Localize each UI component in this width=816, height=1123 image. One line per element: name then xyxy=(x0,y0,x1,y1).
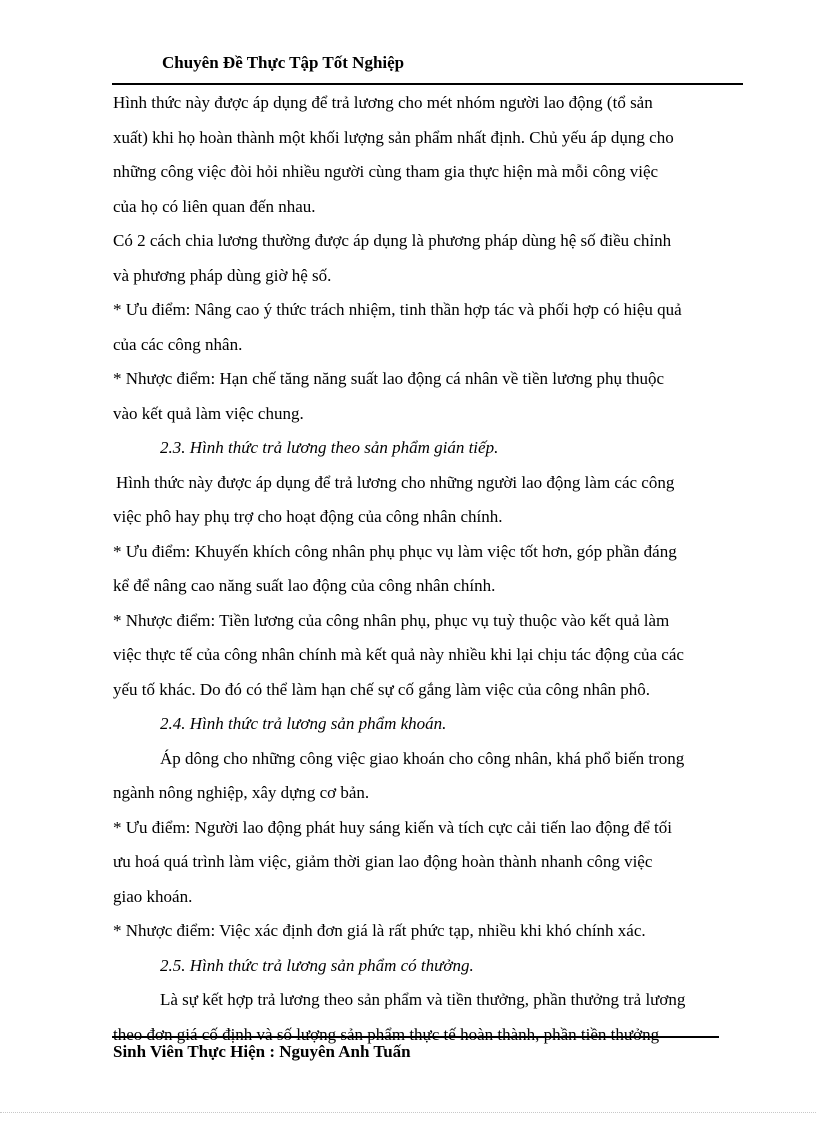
text-line: ưu hoá quá trình làm việc, giảm thời gian lao động hoàn thành nhanh công việc xyxy=(113,852,653,871)
footer-divider xyxy=(112,1036,719,1038)
page-header-title: Chuyên Đề Thực Tập Tốt Nghiệp xyxy=(162,53,405,72)
text-line: Hình thức này được áp dụng để trả lương cho những người lao động làm các công xyxy=(116,472,675,492)
text-line: và phương pháp dùng giờ hệ số. xyxy=(113,265,332,285)
text-line: của các công nhân. xyxy=(113,334,243,354)
text-line: * Ưu điểm: Người lao động phát huy sáng kiến và tích cực cải tiến lao động để tối xyxy=(113,817,672,837)
page-footer-author: Sinh Viên Thực Hiện : Nguyên Anh Tuấn xyxy=(113,1042,411,1061)
text-line: Hình thức này được áp dụng để trả lương cho mét nhóm người lao động (tổ sản xyxy=(113,93,653,112)
text-line: ngành nông nghiệp, xây dựng cơ bản. xyxy=(113,783,370,802)
text-line: * Nhược điểm: Việc xác định đơn giá là rất phức tạp, nhiều khi khó chính xác. xyxy=(113,921,646,940)
text-line: của họ có liên quan đến nhau. xyxy=(113,196,316,216)
section-heading-2-4: 2.4. Hình thức trả lương sản phẩm khoán. xyxy=(160,714,447,733)
text-line: vào kết quả làm việc chung. xyxy=(113,403,304,423)
text-line: yếu tố khác. Do đó có thể làm hạn chế sự cố gắng làm việc của công nhân phô. xyxy=(113,679,650,699)
document-body xyxy=(113,86,743,1052)
section-heading-2-5: 2.5. Hình thức trả lương sản phẩm có thưởng. xyxy=(160,955,474,975)
text-line: việc phô hay phụ trợ cho hoạt động của công nhân chính. xyxy=(113,507,503,526)
text-line: xuất) khi họ hoàn thành một khối lượng sản phẩm nhất định. Chủ yếu áp dụng cho xyxy=(113,127,674,147)
text-line: Áp dông cho những công việc giao khoán cho công nhân, khá phổ biến trong xyxy=(160,748,685,768)
text-line: * Ưu điểm: Khuyến khích công nhân phụ phục vụ làm việc tốt hơn, góp phần đáng xyxy=(113,541,677,561)
text-line: * Nhược điểm: Tiền lương của công nhân phụ, phục vụ tuỳ thuộc vào kết quả làm xyxy=(113,610,670,630)
text-line: những công việc đòi hỏi nhiều người cùng tham gia thực hiện mà mỗi công việc xyxy=(113,162,659,181)
text-line: kể để nâng cao năng suất lao động của công nhân chính. xyxy=(113,576,496,595)
text-line: việc thực tế của công nhân chính mà kết quả này nhiều khi lại chịu tác động của các xyxy=(113,645,684,664)
text-line: Có 2 cách chia lương thường được áp dụng là phương pháp dùng hệ số điều chỉnh xyxy=(113,231,672,250)
section-heading-2-3: 2.3. Hình thức trả lương theo sản phẩm gián tiếp. xyxy=(160,438,499,457)
page-bottom-dotted-border xyxy=(0,1112,816,1113)
text-line: giao khoán. xyxy=(113,886,193,906)
text-line: * Ưu điểm: Nâng cao ý thức trách nhiệm, tinh thần hợp tác và phối hợp có hiệu quả xyxy=(113,300,682,319)
text-line: theo đơn giá cố định và số lượng sản phẩm thực tế hoàn thành, phần tiền thưởng xyxy=(113,1024,660,1044)
header-divider xyxy=(112,83,743,85)
text-line: Là sự kết hợp trả lương theo sản phẩm và tiền thưởng, phần thưởng trả lương xyxy=(160,990,686,1009)
text-line: * Nhược điểm: Hạn chế tăng năng suất lao động cá nhân về tiền lương phụ thuộc xyxy=(113,369,664,388)
